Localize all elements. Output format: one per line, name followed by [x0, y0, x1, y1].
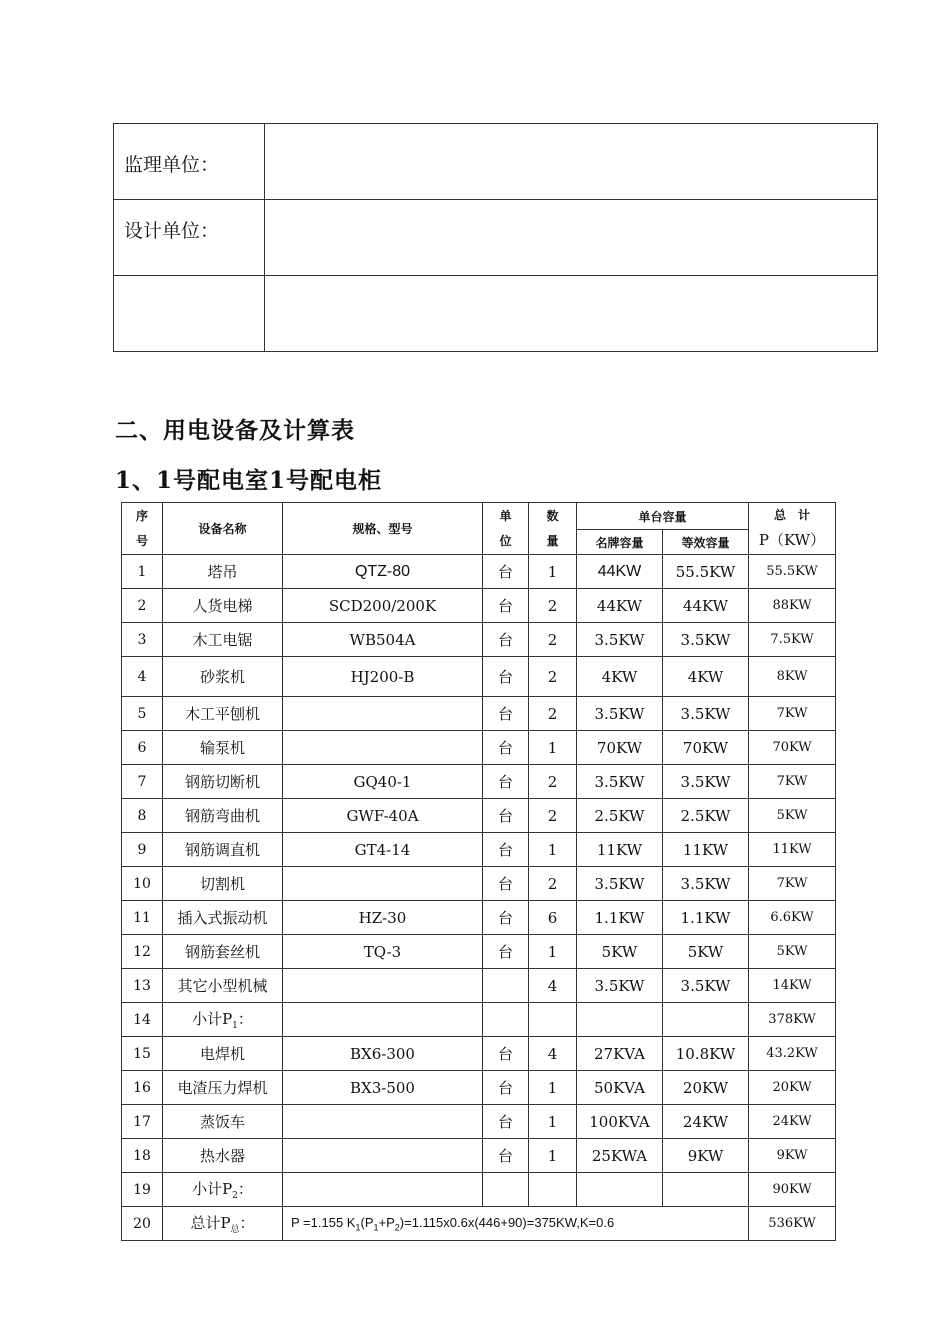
row-spec: BX6-300 — [283, 1037, 483, 1071]
row-unit: 台 — [483, 799, 529, 833]
row-total: 7.5KW — [749, 623, 836, 657]
row-nameplate: 44KW — [577, 589, 663, 623]
row-unit: 台 — [483, 935, 529, 969]
row-spec — [283, 731, 483, 765]
row-name-sub: 2 — [232, 1191, 238, 1201]
row-spec — [283, 1003, 483, 1037]
row-nameplate — [577, 1003, 663, 1037]
row-unit: 台 — [483, 657, 529, 697]
info-label-cell — [114, 276, 265, 352]
row-qty — [529, 1003, 577, 1037]
supervision-unit-value — [265, 124, 878, 200]
row-name — [163, 1037, 283, 1071]
row-name-text: 热水器 — [199, 1147, 245, 1165]
row-qty: 1 — [529, 731, 577, 765]
row-nameplate: 70KW — [577, 731, 663, 765]
row-equivalent: 3.5KW — [663, 969, 749, 1003]
row-name-text: 总计P — [190, 1214, 231, 1232]
table-row — [122, 1037, 836, 1071]
row-name — [163, 901, 283, 935]
header-name: 设备名称 — [163, 503, 283, 555]
row-equivalent: 3.5KW — [663, 623, 749, 657]
row-nameplate: 44KW — [577, 555, 663, 589]
equipment-table — [121, 502, 836, 1241]
header-unit-2: 位 — [499, 533, 512, 548]
row-name — [163, 1105, 283, 1139]
row-unit: 台 — [483, 589, 529, 623]
header-qty — [529, 503, 577, 555]
row-name-text: 小计P — [192, 1180, 233, 1198]
row-equivalent: 70KW — [663, 731, 749, 765]
formula-part: (P — [360, 1214, 374, 1230]
row-name-text: 小计P — [192, 1010, 233, 1028]
row-unit: 台 — [483, 623, 529, 657]
row-spec: QTZ-80 — [283, 555, 483, 589]
row-qty: 4 — [529, 1037, 577, 1071]
row-spec: SCD200/200K — [283, 589, 483, 623]
row-name-text: 木工平刨机 — [184, 705, 260, 723]
info-row-design — [114, 200, 878, 276]
row-qty: 1 — [529, 1105, 577, 1139]
table-row-total — [122, 1207, 836, 1241]
row-equivalent: 44KW — [663, 589, 749, 623]
row-total: 20KW — [749, 1071, 836, 1105]
row-name-suffix: ： — [237, 1010, 253, 1028]
table-row — [122, 901, 836, 935]
table-row — [122, 1139, 836, 1173]
row-nameplate: 3.5KW — [577, 623, 663, 657]
row-total: 55.5KW — [749, 555, 836, 589]
row-qty: 4 — [529, 969, 577, 1003]
table-row — [122, 1071, 836, 1105]
row-name — [163, 867, 283, 901]
row-nameplate: 27KVA — [577, 1037, 663, 1071]
header-seq-2: 号 — [135, 533, 148, 548]
row-name — [163, 657, 283, 697]
info-row-empty — [114, 276, 878, 352]
row-nameplate: 25KWA — [577, 1139, 663, 1173]
row-qty: 6 — [529, 901, 577, 935]
header-total — [749, 503, 836, 555]
row-spec: BX3-500 — [283, 1071, 483, 1105]
row-name — [163, 589, 283, 623]
row-spec: HZ-30 — [283, 901, 483, 935]
row-qty: 2 — [529, 589, 577, 623]
row-equivalent: 3.5KW — [663, 765, 749, 799]
table-row — [122, 765, 836, 799]
row-total: 8KW — [749, 657, 836, 697]
row-qty: 2 — [529, 867, 577, 901]
row-unit: 台 — [483, 731, 529, 765]
row-spec — [283, 1139, 483, 1173]
row-nameplate: 3.5KW — [577, 969, 663, 1003]
row-nameplate: 5KW — [577, 935, 663, 969]
row-name-text: 钢筋调直机 — [184, 841, 260, 859]
row-spec — [283, 867, 483, 901]
info-label-cell — [114, 124, 265, 200]
row-total: 24KW — [749, 1105, 836, 1139]
row-name — [163, 1003, 283, 1037]
header-total-2: P（KW） — [758, 531, 826, 549]
row-equivalent: 11KW — [663, 833, 749, 867]
row-equivalent: 3.5KW — [663, 697, 749, 731]
row-unit: 台 — [483, 867, 529, 901]
row-name — [163, 1139, 283, 1173]
row-name-text: 切割机 — [199, 875, 245, 893]
row-equivalent — [663, 1173, 749, 1207]
row-no: 9 — [122, 833, 163, 867]
row-name-text: 钢筋切断机 — [184, 773, 260, 791]
row-spec: WB504A — [283, 623, 483, 657]
row-qty: 1 — [529, 935, 577, 969]
row-total: 536KW — [749, 1207, 836, 1241]
row-qty — [529, 1173, 577, 1207]
table-row — [122, 1003, 836, 1037]
table-row — [122, 555, 836, 589]
table-row — [122, 799, 836, 833]
row-name-text: 木工电锯 — [192, 631, 253, 649]
table-row — [122, 589, 836, 623]
row-name — [163, 935, 283, 969]
row-name-text: 砂浆机 — [199, 668, 245, 686]
header-equivalent: 等效容量 — [663, 530, 749, 555]
row-name — [163, 1207, 283, 1241]
row-nameplate: 100KVA — [577, 1105, 663, 1139]
row-unit: 台 — [483, 1105, 529, 1139]
row-name-sub: 总 — [230, 1225, 240, 1235]
row-name-text: 电渣压力焊机 — [177, 1079, 268, 1097]
header-seq-1: 序 — [135, 508, 148, 523]
row-no: 12 — [122, 935, 163, 969]
row-no: 13 — [122, 969, 163, 1003]
row-no: 19 — [122, 1173, 163, 1207]
row-equivalent: 24KW — [663, 1105, 749, 1139]
info-row-supervision — [114, 124, 878, 200]
row-qty: 2 — [529, 697, 577, 731]
row-qty: 1 — [529, 555, 577, 589]
subsection-title: 1、1号配电室1号配电柜 — [115, 467, 383, 494]
row-qty: 1 — [529, 833, 577, 867]
header-nameplate: 名牌容量 — [577, 530, 663, 555]
row-no: 10 — [122, 867, 163, 901]
header-spec: 规格、型号 — [283, 503, 483, 555]
row-no: 7 — [122, 765, 163, 799]
row-total: 90KW — [749, 1173, 836, 1207]
row-total: 88KW — [749, 589, 836, 623]
row-name — [163, 1173, 283, 1207]
row-nameplate — [577, 1173, 663, 1207]
info-label-cell — [114, 200, 265, 276]
header-total-1: 总 计 — [774, 508, 811, 522]
row-equivalent: 10.8KW — [663, 1037, 749, 1071]
row-no: 20 — [122, 1207, 163, 1241]
row-equivalent: 3.5KW — [663, 867, 749, 901]
row-name-suffix: ： — [239, 1214, 255, 1232]
supervision-unit-label: 监理单位： — [124, 154, 220, 176]
row-name — [163, 697, 283, 731]
header-qty-2: 量 — [546, 533, 559, 548]
row-no: 4 — [122, 657, 163, 697]
row-qty: 1 — [529, 1071, 577, 1105]
row-total: 7KW — [749, 867, 836, 901]
row-spec: GT4-14 — [283, 833, 483, 867]
row-spec — [283, 1105, 483, 1139]
row-unit: 台 — [483, 1139, 529, 1173]
table-row — [122, 969, 836, 1003]
row-unit: 台 — [483, 697, 529, 731]
row-qty: 2 — [529, 799, 577, 833]
row-name — [163, 969, 283, 1003]
row-name — [163, 555, 283, 589]
formula-part: P =1.155 K — [291, 1214, 356, 1230]
row-name — [163, 1071, 283, 1105]
header-qty-1: 数 — [546, 508, 559, 523]
row-nameplate: 3.5KW — [577, 697, 663, 731]
info-table — [113, 123, 878, 352]
row-name — [163, 799, 283, 833]
row-no: 5 — [122, 697, 163, 731]
formula-part: 1 — [373, 1222, 379, 1233]
row-name-suffix: ： — [237, 1180, 253, 1198]
table-row — [122, 1105, 836, 1139]
header-capacity: 单台容量 — [577, 503, 749, 530]
row-equivalent: 4KW — [663, 657, 749, 697]
row-qty: 2 — [529, 657, 577, 697]
row-unit: 台 — [483, 901, 529, 935]
row-name-text: 塔吊 — [207, 563, 238, 581]
row-no: 1 — [122, 555, 163, 589]
row-no: 14 — [122, 1003, 163, 1037]
row-no: 11 — [122, 901, 163, 935]
row-total: 6.6KW — [749, 901, 836, 935]
row-total: 11KW — [749, 833, 836, 867]
row-unit: 台 — [483, 833, 529, 867]
row-unit: 台 — [483, 1071, 529, 1105]
total-formula — [283, 1207, 749, 1241]
row-name-text: 输泵机 — [199, 739, 245, 757]
row-nameplate: 11KW — [577, 833, 663, 867]
formula-part: 1 — [355, 1222, 361, 1233]
row-total: 7KW — [749, 765, 836, 799]
row-no: 17 — [122, 1105, 163, 1139]
header-unit-1: 单 — [499, 508, 512, 523]
row-no: 15 — [122, 1037, 163, 1071]
row-no: 2 — [122, 589, 163, 623]
table-row — [122, 1173, 836, 1207]
empty-value — [265, 276, 878, 352]
table-row — [122, 833, 836, 867]
row-spec: GQ40-1 — [283, 765, 483, 799]
row-total: 378KW — [749, 1003, 836, 1037]
row-name-text: 蒸饭车 — [199, 1113, 245, 1131]
row-spec — [283, 969, 483, 1003]
row-no: 6 — [122, 731, 163, 765]
row-total: 7KW — [749, 697, 836, 731]
row-name-text: 钢筋套丝机 — [184, 943, 260, 961]
row-no: 8 — [122, 799, 163, 833]
row-nameplate: 2.5KW — [577, 799, 663, 833]
row-name-text: 其它小型机械 — [177, 977, 268, 995]
row-qty: 2 — [529, 765, 577, 799]
row-equivalent: 1.1KW — [663, 901, 749, 935]
row-name-text: 人货电梯 — [192, 597, 253, 615]
row-name — [163, 731, 283, 765]
row-spec: GWF-40A — [283, 799, 483, 833]
row-nameplate: 3.5KW — [577, 765, 663, 799]
row-name — [163, 623, 283, 657]
row-name-sub: 1 — [232, 1021, 238, 1031]
header-unit — [483, 503, 529, 555]
table-row — [122, 935, 836, 969]
formula-part: 2 — [394, 1222, 400, 1233]
table-row — [122, 731, 836, 765]
row-equivalent: 5KW — [663, 935, 749, 969]
row-no: 16 — [122, 1071, 163, 1105]
row-spec — [283, 1173, 483, 1207]
row-total: 70KW — [749, 731, 836, 765]
row-name — [163, 765, 283, 799]
section-title: 二、用电设备及计算表 — [115, 417, 355, 444]
row-spec — [283, 697, 483, 731]
row-total: 43.2KW — [749, 1037, 836, 1071]
row-nameplate: 1.1KW — [577, 901, 663, 935]
row-nameplate: 4KW — [577, 657, 663, 697]
header-row — [122, 503, 836, 530]
row-unit — [483, 969, 529, 1003]
row-equivalent: 9KW — [663, 1139, 749, 1173]
row-nameplate: 50KVA — [577, 1071, 663, 1105]
formula-part: )=1.115x0.6x(446+90)=375KW,K=0.6 — [399, 1214, 615, 1230]
table-row — [122, 657, 836, 697]
table-row — [122, 697, 836, 731]
formula-part: +P — [378, 1214, 395, 1230]
row-spec: TQ-3 — [283, 935, 483, 969]
row-name — [163, 833, 283, 867]
row-name-text: 钢筋弯曲机 — [184, 807, 260, 825]
row-no: 3 — [122, 623, 163, 657]
row-name-text: 插入式振动机 — [177, 909, 268, 927]
row-equivalent: 2.5KW — [663, 799, 749, 833]
row-equivalent: 20KW — [663, 1071, 749, 1105]
row-total: 14KW — [749, 969, 836, 1003]
row-total: 5KW — [749, 799, 836, 833]
design-unit-label: 设计单位： — [124, 220, 220, 242]
row-unit: 台 — [483, 555, 529, 589]
row-nameplate: 3.5KW — [577, 867, 663, 901]
row-unit: 台 — [483, 1037, 529, 1071]
row-no: 18 — [122, 1139, 163, 1173]
row-unit: 台 — [483, 765, 529, 799]
row-name-text: 电焊机 — [199, 1045, 245, 1063]
row-equivalent — [663, 1003, 749, 1037]
row-spec: HJ200-B — [283, 657, 483, 697]
row-total: 9KW — [749, 1139, 836, 1173]
row-qty: 2 — [529, 623, 577, 657]
row-unit — [483, 1173, 529, 1207]
header-seq — [122, 503, 163, 555]
row-unit — [483, 1003, 529, 1037]
table-row — [122, 623, 836, 657]
table-row — [122, 867, 836, 901]
row-qty: 1 — [529, 1139, 577, 1173]
row-total: 5KW — [749, 935, 836, 969]
design-unit-value — [265, 200, 878, 276]
row-equivalent: 55.5KW — [663, 555, 749, 589]
